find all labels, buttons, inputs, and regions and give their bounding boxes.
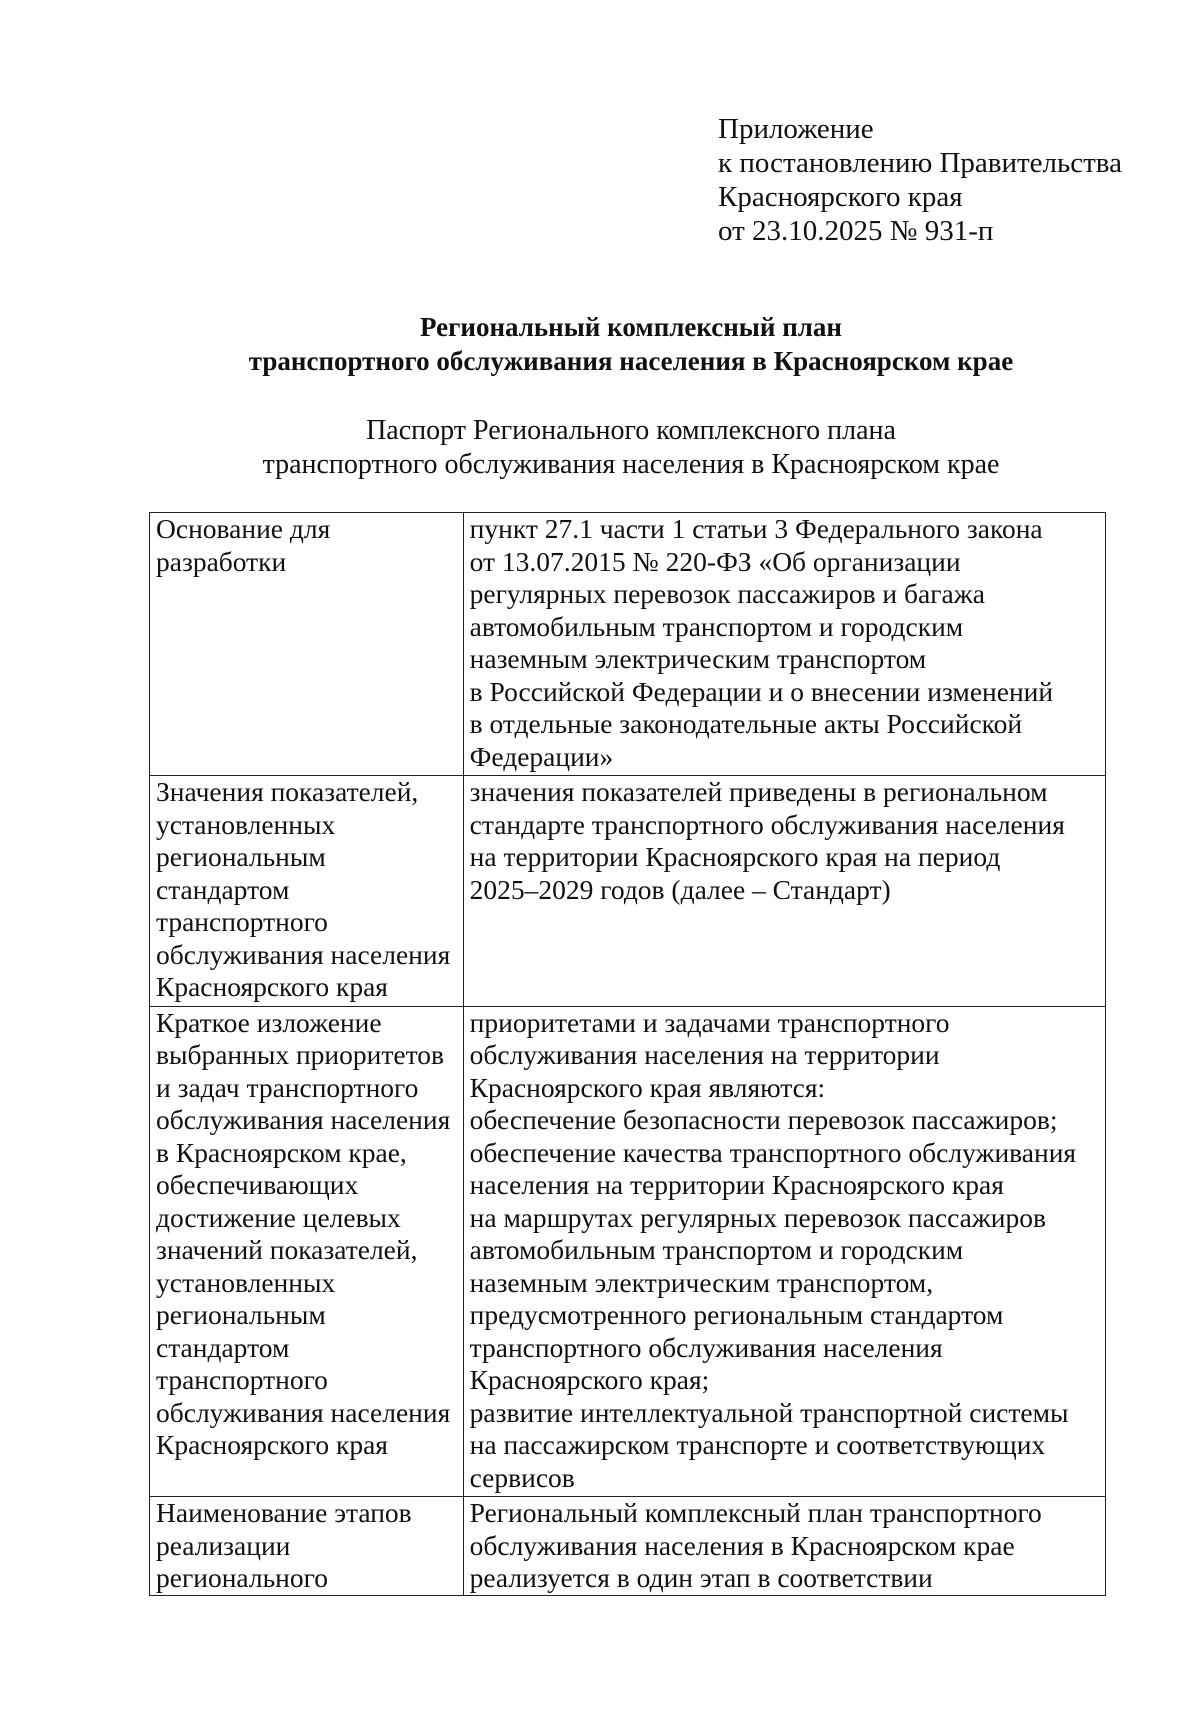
- row-label-cell: [150, 513, 464, 776]
- label-line: и задач транспортного: [156, 1071, 419, 1103]
- label-line: стандартом: [156, 873, 290, 905]
- label-line: реализации: [156, 1529, 291, 1561]
- value-line: значения показателей приведены в региональном: [469, 776, 1048, 807]
- plan-title-line: транспортного обслуживания населения в Красноярском крае: [248, 346, 1014, 376]
- value-line: обеспечение качества транспортного обслуживания: [469, 1136, 1077, 1168]
- value-line: в отдельные законодательные акты Российской: [469, 708, 1023, 739]
- label-line: в Красноярском крае,: [156, 1136, 407, 1168]
- row-value-cell: [463, 776, 1105, 1007]
- label-line: региональным: [156, 1299, 326, 1330]
- label-line: выбранных приоритетов: [156, 1039, 444, 1070]
- value-line: развитие интеллектуальной транспортной системы: [469, 1396, 1069, 1428]
- passport-table: [149, 512, 1106, 1596]
- value-line: обеспечение безопасности перевозок пассажиров;: [469, 1104, 1058, 1135]
- value-line: населения на территории Красноярского края: [469, 1169, 1004, 1200]
- annex-line: к постановлению Правительства: [718, 147, 1122, 179]
- value-line: Федерации»: [469, 740, 614, 772]
- value-line: стандарте транспортного обслуживания населения: [469, 808, 1065, 840]
- value-line: обслуживания населения на территории: [469, 1039, 940, 1070]
- label-line: Красноярского края: [156, 1429, 388, 1460]
- passport-title-line: транспортного обслуживания населения в Красноярском крае: [262, 449, 1000, 480]
- label-line: значений показателей,: [156, 1234, 418, 1265]
- label-line: обеспечивающих: [156, 1169, 359, 1200]
- value-line: автомобильным транспортом и городским: [469, 1234, 964, 1265]
- label-line: Основание для: [156, 513, 331, 544]
- value-line: наземным электрическим транспортом: [469, 643, 927, 674]
- row-label-cell: [150, 776, 464, 1007]
- label-line: Красноярского края: [156, 971, 388, 1002]
- value-line: 2025–2029 годов (далее – Стандарт): [469, 873, 891, 905]
- label-line: регионального: [156, 1562, 328, 1593]
- passport-title: [0, 414, 1200, 482]
- annex-block: [718, 112, 1122, 248]
- annex-date-number: от 23.10.2025 № 931-п: [718, 215, 994, 247]
- label-line: достижение целевых: [156, 1201, 401, 1233]
- label-line: установленных: [156, 1266, 336, 1298]
- row-value-cell: [463, 1006, 1105, 1497]
- row-label-cell: [150, 1497, 464, 1596]
- value-line: автомобильным транспортом и городским: [469, 610, 964, 642]
- value-line: на территории Красноярского края на период: [469, 841, 1001, 872]
- value-line: в Российской Федерации и о внесении изменений: [469, 675, 1054, 707]
- value-line: сервисов: [469, 1461, 575, 1493]
- row-value-cell: [463, 1497, 1105, 1596]
- value-line: Красноярского края;: [469, 1364, 710, 1395]
- label-line: стандартом: [156, 1331, 290, 1363]
- label-line: Краткое изложение: [156, 1006, 382, 1038]
- annex-line: Приложение: [718, 113, 874, 145]
- plan-title-line: Региональный комплексный план: [420, 312, 842, 342]
- label-line: установленных: [156, 808, 336, 840]
- value-line: от 13.07.2015 № 220-ФЗ «Об организации: [469, 545, 961, 577]
- value-line: Региональный комплексный план транспортного: [469, 1497, 1042, 1528]
- value-line: обслуживания населения в Красноярском крае: [469, 1529, 1015, 1561]
- label-line: Наименование этапов: [156, 1497, 412, 1528]
- table-row: [150, 1006, 1106, 1497]
- value-line: реализуется в один этап в соответствии: [469, 1562, 933, 1593]
- value-line: на маршрутах регулярных перевозок пассажиров: [469, 1201, 1047, 1233]
- label-line: транспортного: [156, 906, 328, 937]
- label-line: транспортного: [156, 1364, 328, 1395]
- value-line: регулярных перевозок пассажиров и багажа: [469, 578, 985, 609]
- value-line: транспортного обслуживания населения: [469, 1331, 943, 1363]
- label-line: обслуживания населения: [156, 1396, 451, 1428]
- label-line: Значения показателей,: [156, 776, 419, 807]
- label-line: обслуживания населения: [156, 938, 451, 970]
- table-row: [150, 1497, 1106, 1596]
- value-line: наземным электрическим транспортом,: [469, 1266, 934, 1298]
- annex-line: Красноярского края: [718, 181, 963, 213]
- row-value-cell: [463, 513, 1105, 776]
- value-line: пункт 27.1 части 1 статьи 3 Федерального закона: [469, 513, 1043, 544]
- table-row: [150, 513, 1106, 776]
- label-line: разработки: [156, 545, 287, 577]
- value-line: Красноярского края являются:: [469, 1071, 826, 1103]
- value-line: предусмотренного региональным стандартом: [469, 1299, 1004, 1330]
- label-line: обслуживания населения: [156, 1104, 451, 1135]
- value-line: приоритетами и задачами транспортного: [469, 1006, 950, 1038]
- row-label-cell: [150, 1006, 464, 1497]
- passport-title-line: Паспорт Регионального комплексного плана: [366, 415, 896, 446]
- label-line: региональным: [156, 841, 326, 872]
- plan-title: [0, 310, 1200, 378]
- table-row: [150, 776, 1106, 1007]
- value-line: на пассажирском транспорте и соответствующих: [469, 1429, 1046, 1460]
